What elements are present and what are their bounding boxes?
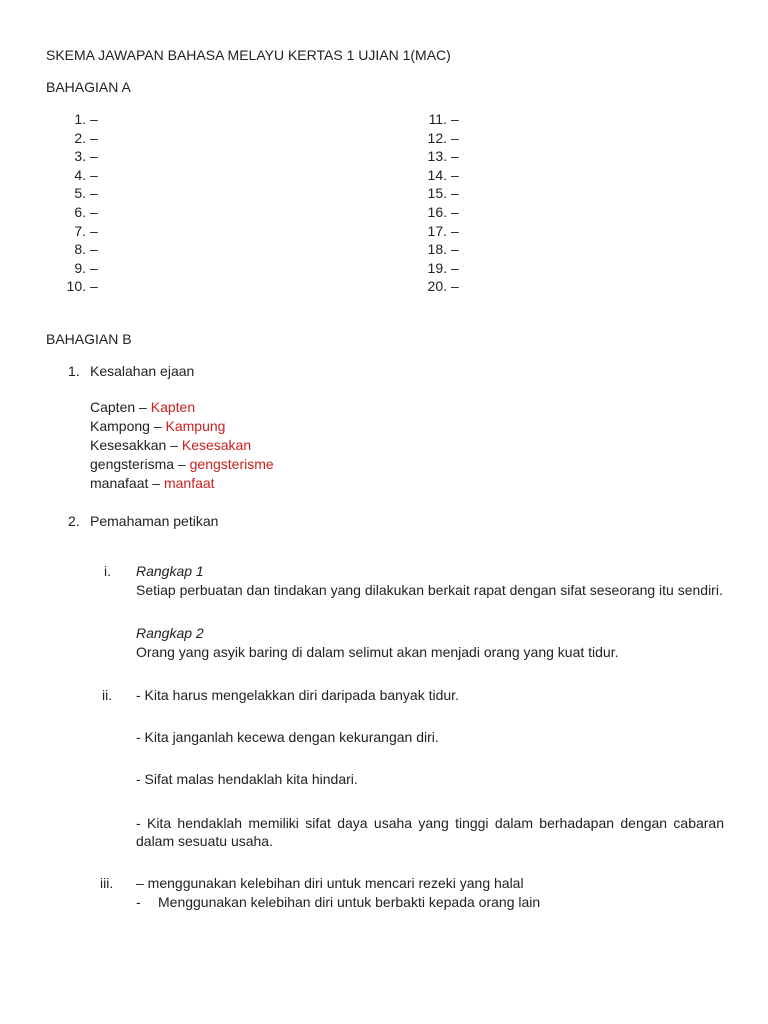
answer-value: –	[451, 111, 459, 127]
answer-number: 9.	[74, 259, 86, 276]
rangkap-1-text: Setiap perbuatan dan tindakan yang dilakukan berkait rapat dengan sifat seseorang itu sendiri.	[136, 582, 723, 598]
answer-value: –	[451, 185, 459, 202]
correct-spelling: Kesesakan	[181, 437, 252, 453]
wrong-spelling: Capten	[90, 399, 136, 415]
section-a-heading: BAHAGIAN A	[46, 79, 131, 95]
answer-value: –	[90, 278, 98, 295]
answer-number: 1.	[74, 111, 86, 127]
wrong-spelling: Kampong	[90, 418, 150, 434]
answer-number: 13.	[427, 148, 447, 165]
correct-spelling: Kapten	[150, 399, 196, 415]
spelling-correction-row	[90, 398, 195, 416]
spelling-correction-row	[90, 436, 251, 454]
answer-value: –	[451, 259, 459, 276]
document-title: SKEMA JAWAPAN BAHASA MELAYU KERTAS 1 UJIAN 1(MAC)	[46, 47, 451, 63]
answer-number: 7.	[74, 222, 86, 239]
separator-dash: –	[135, 399, 151, 415]
answer-value: –	[451, 166, 459, 183]
part-ii-label: ii.	[102, 687, 113, 703]
part-ii-point: - Kita harus mengelakkan diri daripada banyak tidur.	[136, 687, 459, 703]
wrong-spelling: Kesesakkan	[90, 437, 167, 453]
answer-number: 4.	[74, 166, 86, 183]
correct-spelling: gengsterisme	[189, 456, 274, 472]
part-iii-label: iii.	[100, 875, 114, 891]
answer-value: –	[90, 241, 98, 258]
part-ii-point: - Kita janganlah kecewa dengan kekurangan diri.	[136, 729, 439, 745]
answer-value: –	[90, 185, 98, 202]
answer-number: 2.	[74, 129, 86, 146]
answer-value: –	[451, 222, 459, 239]
question-1-title: Kesalahan ejaan	[90, 363, 195, 379]
answer-number: 5.	[74, 185, 86, 202]
separator-dash: –	[166, 437, 182, 453]
rangkap-2-label: Rangkap 2	[136, 625, 204, 641]
answer-value: –	[90, 129, 98, 146]
wrong-spelling: manafaat	[90, 475, 149, 491]
answer-number: 20.	[427, 278, 447, 295]
spelling-correction-row	[90, 474, 215, 492]
part-iii-point: – menggunakan kelebihan diri untuk mencari rezeki yang halal	[136, 875, 524, 891]
answer-number: 19.	[427, 259, 447, 276]
section-b-heading: BAHAGIAN B	[46, 331, 132, 347]
answer-value: –	[90, 111, 98, 127]
correct-spelling: Kampung	[165, 418, 226, 434]
answer-number: 17.	[427, 222, 447, 239]
answer-value: –	[451, 129, 459, 146]
part-iii-point: Menggunakan kelebihan diri untuk berbakti kepada orang lain	[158, 894, 541, 910]
answer-number: 6.	[74, 204, 86, 220]
answer-number: 14.	[427, 166, 447, 183]
spelling-correction-row	[90, 455, 274, 473]
question-2-title: Pemahaman petikan	[90, 513, 219, 529]
spelling-correction-row	[90, 417, 225, 435]
rangkap-2-text: Orang yang asyik baring di dalam selimut akan menjadi orang yang kuat tidur.	[136, 644, 619, 660]
rangkap-1-label: Rangkap 1	[136, 563, 204, 579]
answer-value: –	[451, 148, 459, 165]
answer-number: 11.	[428, 111, 447, 127]
separator-dash: –	[148, 475, 164, 491]
question-1-number: 1.	[68, 363, 80, 379]
answer-number: 16.	[427, 204, 447, 220]
answer-value: –	[451, 278, 459, 295]
answer-value: –	[90, 204, 98, 220]
answer-number: 15.	[427, 185, 447, 202]
answer-value: –	[90, 259, 98, 276]
answer-value: –	[90, 166, 98, 183]
correct-spelling: manfaat	[163, 475, 215, 491]
separator-dash: –	[149, 418, 166, 434]
part-ii-point: - Kita hendaklah memiliki sifat daya usaha yang tinggi dalam berhadapan dengan cabaran dalam sesuatu usaha.	[136, 815, 724, 849]
answer-number: 10.	[66, 278, 86, 295]
part-iii-dash: -	[136, 894, 141, 910]
wrong-spelling: gengsterisma	[90, 456, 175, 472]
answer-value: –	[90, 222, 98, 239]
part-ii-point: - Sifat malas hendaklah kita hindari.	[136, 771, 358, 787]
answer-value: –	[451, 204, 459, 220]
answer-value: –	[90, 148, 98, 165]
separator-dash: –	[174, 456, 190, 472]
answer-number: 3.	[74, 148, 86, 165]
part-i-label: i.	[104, 563, 111, 579]
answer-number: 8.	[74, 241, 86, 258]
answer-number: 12.	[427, 129, 447, 146]
answer-value: –	[451, 241, 459, 258]
answer-number: 18.	[427, 241, 447, 258]
question-2-number: 2.	[68, 513, 80, 529]
